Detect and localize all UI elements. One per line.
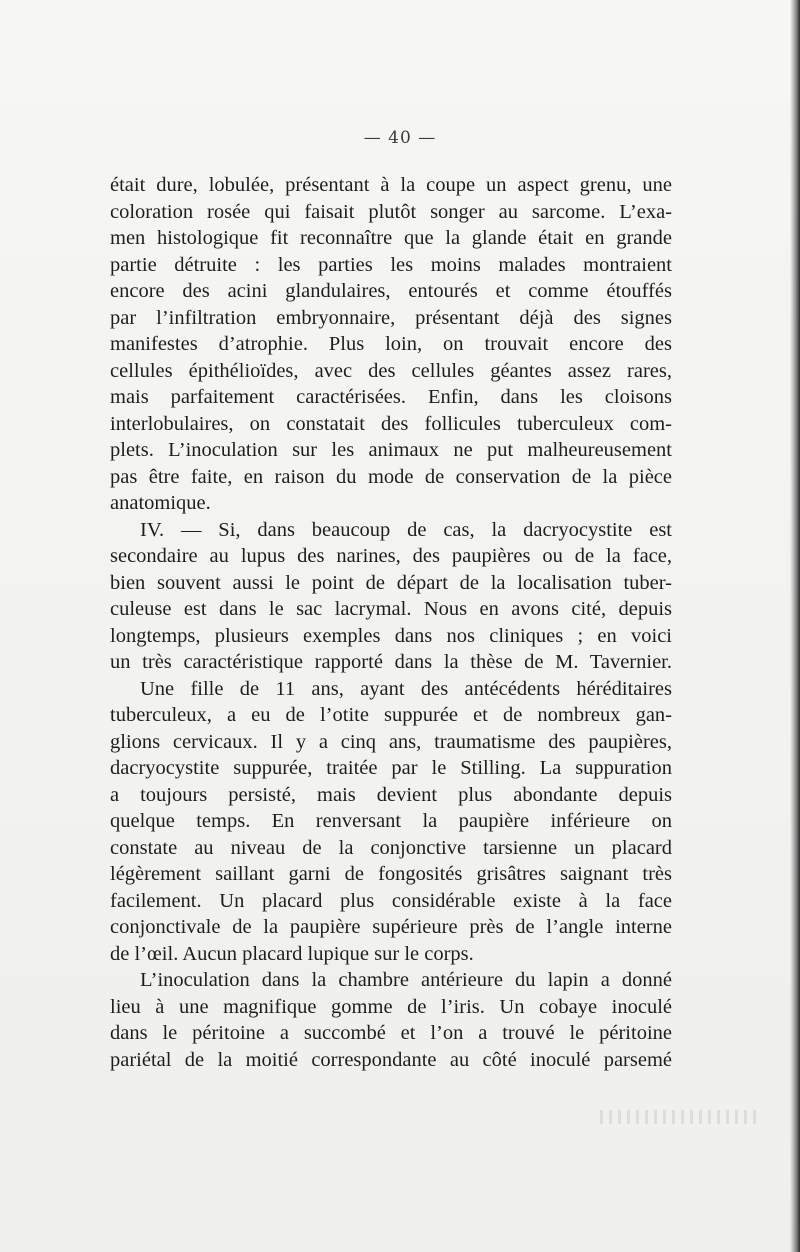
text-line: conjonctivale de la paupière supérieure près de l’angle interne	[110, 916, 672, 938]
text-line: légèrement saillant garni de fongosités grisâtres saignant très	[110, 863, 672, 885]
text-line: Une fille de 11 ans, ayant des antécédents héréditaires	[140, 677, 672, 700]
text-line: a toujours persisté, mais devient plus abondante depuis	[110, 783, 672, 806]
text-line: secondaire au lupus des narines, des paupières ou de la face,	[110, 545, 672, 567]
text-line: un très caractéristique rapporté dans la thèse de M. Tavernier.	[110, 651, 672, 673]
text-line: dans le péritoine a succombé et l’on a trouvé le péritoine	[110, 1022, 672, 1044]
body-text	[110, 172, 672, 1073]
page-edge-shadow	[790, 0, 800, 1252]
text-line: par l’infiltration embryonnaire, présentant déjà des signes	[110, 306, 672, 329]
paragraph	[110, 172, 672, 517]
text-line: pas être faite, en raison du mode de conservation de la pièce	[110, 465, 672, 488]
text-line: manifestes d’atrophie. Plus loin, on trouvait encore des	[110, 333, 672, 355]
text-line: pariétal de la moitié correspondante au côté inoculé parsemé	[110, 1048, 672, 1071]
text-line: tuberculeux, a eu de l’otite suppurée et de nombreux gan-	[110, 704, 672, 726]
paragraph	[110, 967, 672, 1073]
paragraph	[110, 517, 672, 676]
page-number: — 40 —	[363, 128, 437, 148]
text-line: L’inoculation dans la chambre antérieure du lapin a donné	[140, 969, 672, 991]
text-line: culeuse est dans le sac lacrymal. Nous en avons cité, depuis	[110, 598, 672, 620]
text-line: glions cervicaux. Il y a cinq ans, traumatisme des paupières,	[110, 730, 672, 753]
text-line: anatomique.	[110, 492, 211, 514]
text-line: lieu à une magnifique gomme de l’iris. Un cobaye inoculé	[110, 995, 672, 1018]
text-line: mais parfaitement caractérisées. Enfin, dans les cloisons	[110, 386, 672, 408]
text-line: interlobulaires, on constatait des follicules tuberculeux com-	[110, 412, 672, 435]
paragraph	[110, 676, 672, 968]
text-line: quelque temps. En renversant la paupière inférieure on	[110, 810, 672, 832]
text-line: dacryocystite suppurée, traitée par le Stilling. La suppuration	[110, 757, 672, 779]
text-line: IV. — Si, dans beaucoup de cas, la dacryocystite est	[140, 518, 672, 541]
text-line: plets. L’inoculation sur les animaux ne put malheureusement	[110, 439, 672, 461]
text-line: encore des acini glandulaires, entourés et comme étouffés	[110, 280, 672, 302]
text-line: partie détruite : les parties les moins malades montraient	[110, 253, 672, 276]
text-line: longtemps, plusieurs exemples dans nos cliniques ; en voici	[110, 624, 672, 647]
text-line: de l’œil. Aucun placard lupique sur le corps.	[110, 942, 474, 965]
text-line: facilement. Un placard plus considérable existe à la face	[110, 889, 672, 912]
text-line: cellules épithélioïdes, avec des cellules géantes assez rares,	[110, 359, 672, 382]
text-line: men histologique fit reconnaître que la glande était en grande	[110, 227, 672, 249]
text-line: constate au niveau de la conjonctive tarsienne un placard	[110, 836, 672, 859]
text-line: coloration rosée qui faisait plutôt songer au sarcome. L’exa-	[110, 200, 672, 223]
bleed-through-text	[600, 1110, 760, 1124]
text-line: était dure, lobulée, présentant à la coupe un aspect grenu, une	[110, 174, 672, 196]
text-line: bien souvent aussi le point de départ de la localisation tuber-	[110, 571, 672, 594]
